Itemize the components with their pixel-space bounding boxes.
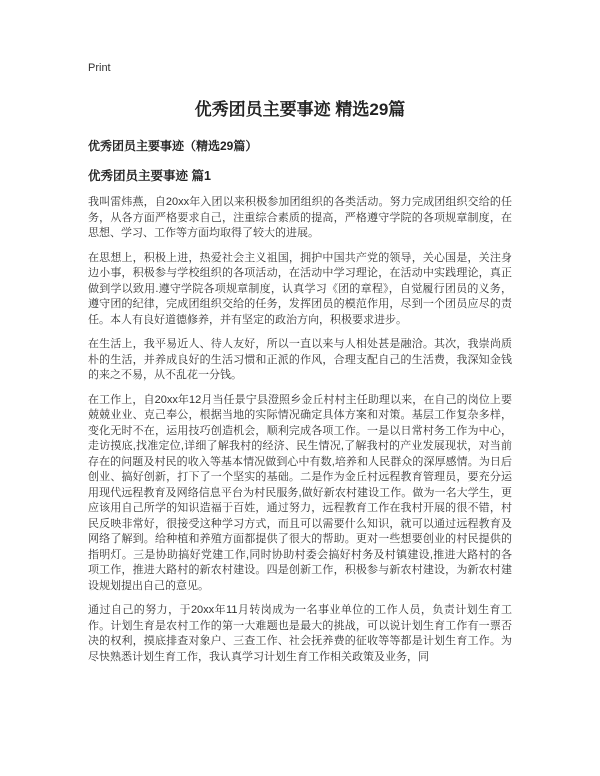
document-subtitle: 优秀团员主要事迹（精选29篇） (88, 139, 258, 153)
paragraph: 我叫雷炜燕，自20xx年入团以来积极参加团组织的各类活动。努力完成团组织交给的任务，从各方面严格要求自己，注重综合素质的提高，严格遵守学院的各项规章制度，在思想、学习、工作等方面均取得了较大的进展。 (88, 196, 512, 239)
document-body (88, 195, 512, 665)
paragraph: 在生活上，我平易近人、待人友好，所以一直以来与人相处甚是融洽。其次，我崇尚质朴的生活，并养成良好的生活习惯和正派的作风，合理支配自己的生活费，我深知金钱的来之不易，从不乱花一分钱。 (88, 338, 512, 381)
paragraph: 在工作上，自20xx年12月当任景宁县澄照乡金丘村村主任助理以来，在自己的岗位上要兢兢业业、克己奉公，根据当地的实际情况确定具体方案和对策。基层工作复杂多样，变化无时不在，运用技巧创造机会，顺利完成各项工作。一是以日常村务工作为中心，走访摸底,找准定位,详细了解我村的经济、民生情况,了解我村的产业发展现状，对当前存在的问题及村民的收入等基本情况做到心中有数,培养和人民群众的深厚感情。为日后创业、搞好创新，打下了一个坚实的基础。二是作为金丘村远程教育管理员，要充分运用现代远程教育及网络信息平台为村民服务,做好新农村建设工作。做为一名大学生，更应该用自己所学的知识造福于百姓，通过努力，远程教育工作在我村开展的很不错，村民反映非常好，很接受这种学习方式，而且可以需要什么知识，就可以通过远程教育及网络了解到。给种植和养殖方面都提供了很大的帮助。更对一些想要创业的村民提供的指明灯。三是协助搞好党建工作,同时协助村委会搞好村务及村镇建设,推进大路村的各项工作，推进大路村的新农村建设。四是创新工作，积极参与新农村建设，为新农村建设规划提出自己的意见。 (88, 393, 512, 592)
print-button[interactable]: Print (88, 62, 111, 74)
paragraph: 在思想上，积极上进，热爱社会主义祖国，拥护中国共产党的领导，关心国是，关注身边小事，积极参与学校组织的各项活动，在活动中学习理论，在活动中实践理论，真正做到学以致用.遵守学院各项规章制度，认真学习《团的章程》，自觉履行团员的义务，遵守团的纪律，完成团组织交给的任务，发挥团员的模范作用，尽到一个团员应尽的责任。本人有良好道德修养，并有坚定的政治方向，积极要求进步。 (88, 251, 512, 326)
paragraph: 通过自己的努力，于20xx年11月转岗成为一名事业单位的工作人员，负责计划生育工作。计划生育是农村工作的第一大难题也是最大的挑战，可以说计划生育工作有一票否决的权利，摸底排查对象户、三查工作、社会抚养费的征收等等都是计划生育工作。为尽快熟悉计划生育工作，我认真学习计划生育工作相关政策及业务，同 (88, 604, 512, 663)
section-heading: 优秀团员主要事迹 篇1 (88, 169, 211, 183)
document-title: 优秀团员主要事迹 精选29篇 (194, 100, 406, 119)
